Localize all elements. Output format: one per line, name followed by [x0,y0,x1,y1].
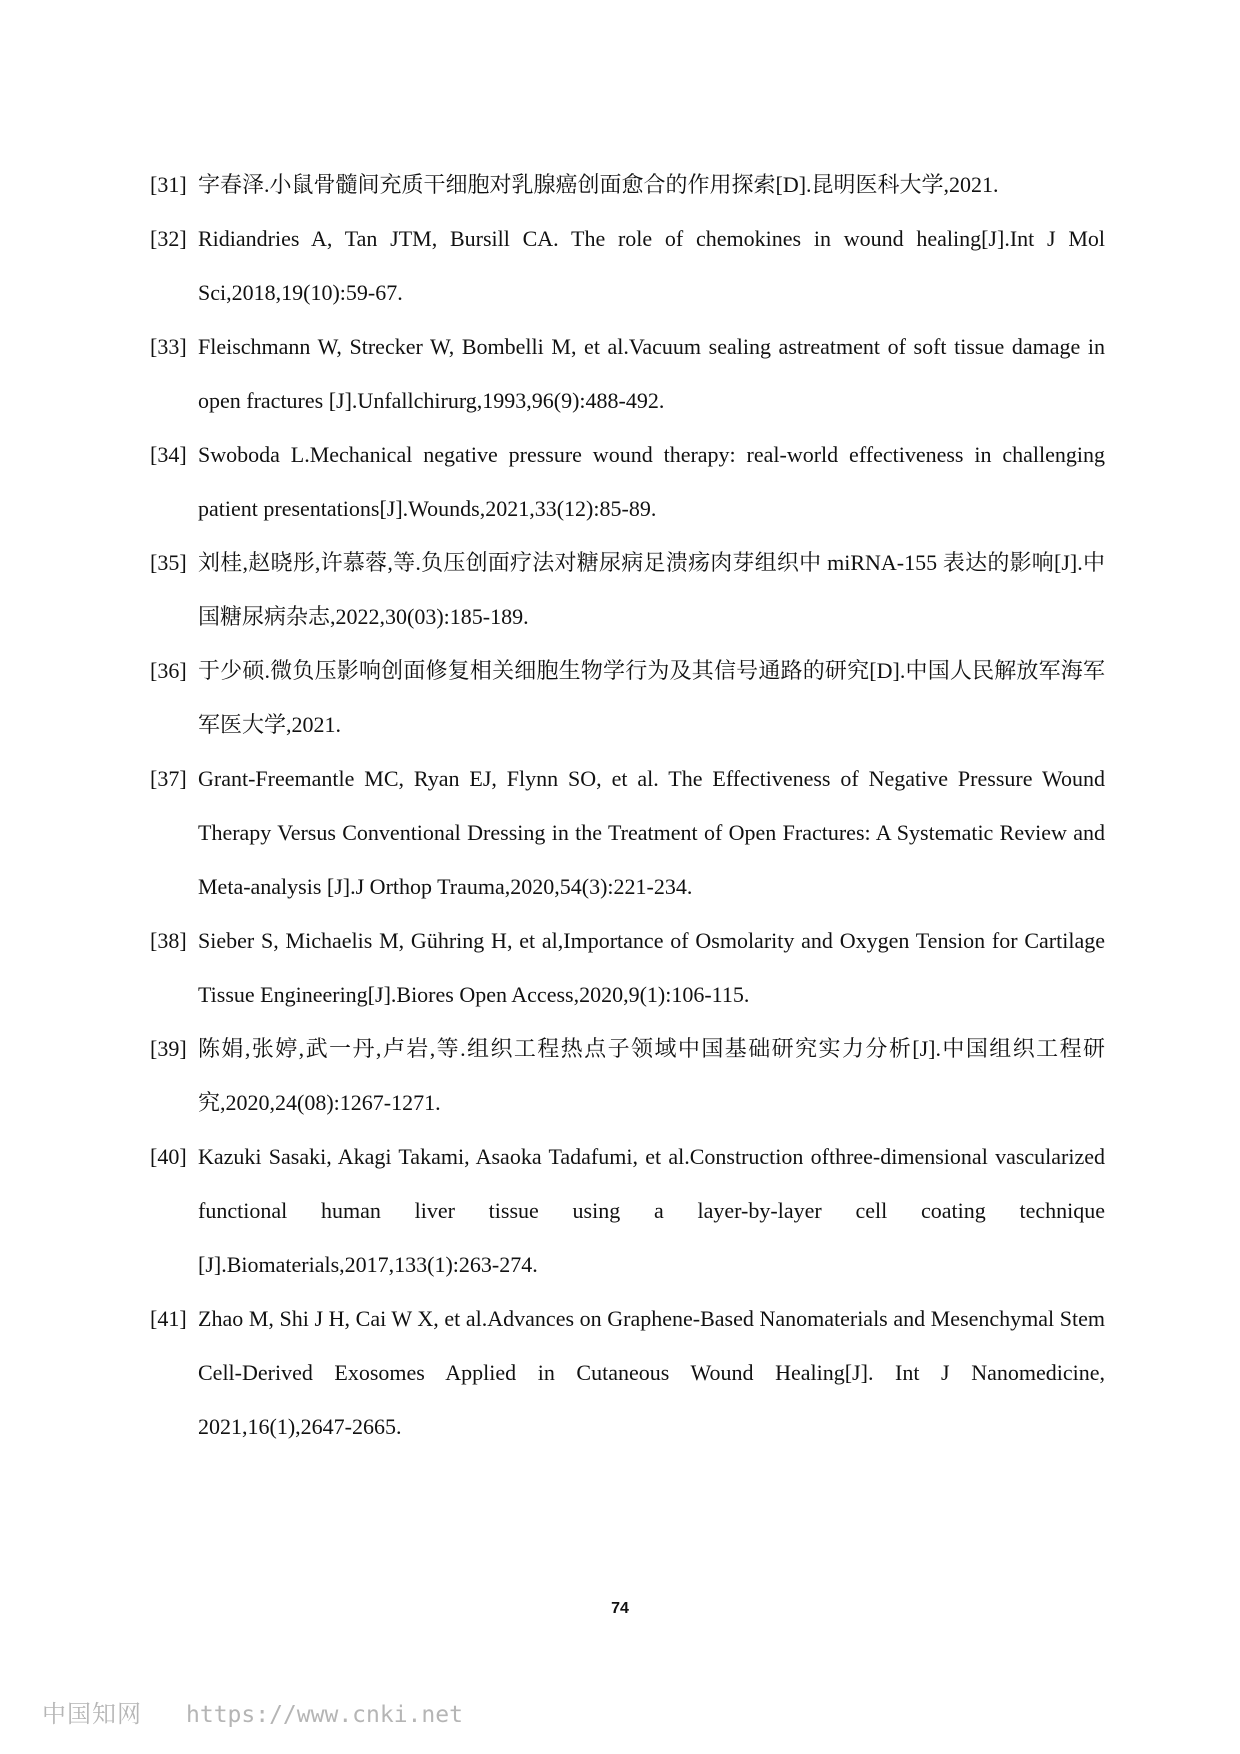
reference-text: Kazuki Sasaki, Akagi Takami, Asaoka Tadafumi, et al.Construction ofthree-dimensional vascularized functional human liver tissue using a layer-by-layer cell coating technique [J].Biomaterials,2017,133(1):263-274. [198,1144,1105,1277]
reference-number: [34] [150,442,187,467]
reference-number: [40] [150,1144,187,1169]
reference-item [150,320,1105,428]
reference-text: Ridiandries A, Tan JTM, Bursill CA. The role of chemokines in wound healing[J].Int J Mol Sci,2018,19(10):59-67. [198,226,1105,305]
reference-number: [36] [150,658,187,683]
reference-item [150,536,1105,644]
reference-item [150,1022,1105,1130]
reference-number: [32] [150,226,187,251]
reference-text: Fleischmann W, Strecker W, Bombelli M, et al.Vacuum sealing astreatment of soft tissue damage in open fractures [J].Unfallchirurg,1993,96(9):488-492. [198,334,1105,413]
reference-text: 陈娟,张婷,武一丹,卢岩,等.组织工程热点子领域中国基础研究实力分析[J].中国组织工程研究,2020,24(08):1267-1271. [198,1036,1105,1115]
reference-number: [38] [150,928,187,953]
reference-list [150,158,1105,1454]
reference-text: Swoboda L.Mechanical negative pressure wound therapy: real-world effectiveness in challenging patient presentations[J].Wounds,2021,33(12):85-89. [198,442,1105,521]
reference-number: [39] [150,1036,187,1061]
reference-item [150,428,1105,536]
reference-number: [37] [150,766,187,791]
reference-item [150,1130,1105,1292]
reference-text: 字春泽.小鼠骨髓间充质干细胞对乳腺癌创面愈合的作用探索[D].昆明医科大学,2021. [198,172,999,197]
reference-item [150,1292,1105,1454]
reference-item [150,644,1105,752]
page-number: 74 [611,1600,629,1617]
reference-text: 于少硕.微负压影响创面修复相关细胞生物学行为及其信号通路的研究[D].中国人民解放军海军军医大学,2021. [198,658,1105,737]
reference-number: [31] [150,172,187,197]
watermark [42,1694,463,1729]
reference-text: 刘桂,赵晓彤,许慕蓉,等.负压创面疗法对糖尿病足溃疡肉芽组织中 miRNA-155 表达的影响[J].中国糖尿病杂志,2022,30(03):185-189. [198,550,1105,629]
reference-item [150,914,1105,1022]
reference-item [150,752,1105,914]
reference-text: Zhao M, Shi J H, Cai W X, et al.Advances on Graphene-Based Nanomaterials and Mesenchymal Stem Cell-Derived Exosomes Applied in Cutaneous Wound Healing[J]. Int J Nanomedicine, 2021,16(1),2647-2665. [198,1306,1105,1439]
reference-number: [35] [150,550,187,575]
reference-text: Grant-Freemantle MC, Ryan EJ, Flynn SO, et al. The Effectiveness of Negative Pressure Wound Therapy Versus Conventional Dressing in the Treatment of Open Fractures: A Systematic Review and Meta-analysis [J].J Orthop Trauma,2020,54(3):221-234. [198,766,1105,899]
reference-item [150,212,1105,320]
reference-number: [41] [150,1306,187,1331]
reference-number: [33] [150,334,187,359]
reference-item [150,158,1105,212]
reference-text: Sieber S, Michaelis M, Gühring H, et al,Importance of Osmolarity and Oxygen Tension for Cartilage Tissue Engineering[J].Biores Open Access,2020,9(1):106-115. [198,928,1105,1007]
watermark-url: https://www.cnki.net [186,1702,463,1728]
watermark-logo: 中国知网 [42,1700,142,1728]
